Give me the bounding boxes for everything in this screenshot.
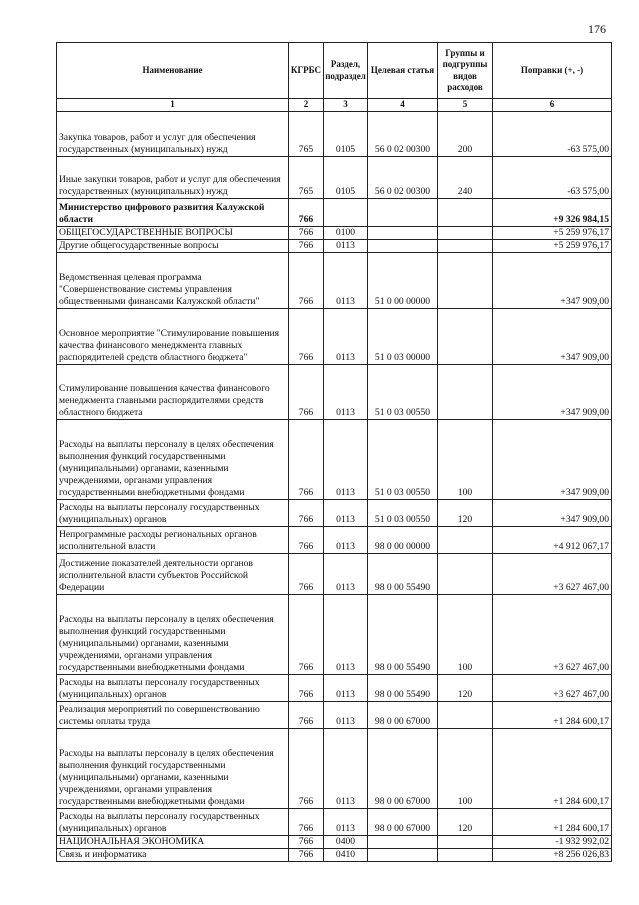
cell-target-article: 98 0 00 67000 xyxy=(368,729,438,809)
cell-target-article: 98 0 00 55490 xyxy=(368,554,438,595)
cell-amount: +5 259 976,17 xyxy=(493,227,612,240)
cell-name: Ведомственная целевая программа "Совершенствование системы управления общественными финансами Калужской области" xyxy=(57,253,289,309)
table-row xyxy=(57,309,612,365)
cell-expense-group: 120 xyxy=(438,675,493,702)
cell-name: Расходы на выплаты персоналу в целях обеспечения выполнения функций государственными (муниципальными) органами, казенными учреждениями, органами управления государственными внебюджетными фондами xyxy=(57,420,289,500)
table-row xyxy=(57,675,612,702)
cell-kgrbs: 766 xyxy=(289,809,324,836)
table-row xyxy=(57,527,612,554)
cell-kgrbs: 766 xyxy=(289,365,324,420)
column-number: 1 xyxy=(57,99,289,112)
column-number: 6 xyxy=(493,99,612,112)
cell-amount: +3 627 467,00 xyxy=(493,554,612,595)
header-name: Наименование xyxy=(57,43,289,99)
cell-name: Расходы на выплаты персоналу государственных (муниципальных) органов xyxy=(57,500,289,527)
cell-section: 0113 xyxy=(324,729,368,809)
table-row xyxy=(57,240,612,253)
cell-target-article xyxy=(368,199,438,227)
cell-target-article: 98 0 00 55490 xyxy=(368,675,438,702)
cell-kgrbs: 766 xyxy=(289,309,324,365)
cell-section: 0105 xyxy=(324,112,368,157)
cell-section: 0400 xyxy=(324,836,368,849)
cell-target-article: 51 0 03 00550 xyxy=(368,420,438,500)
header-expense-groups: Группы и подгруппы видов расходов xyxy=(438,43,493,99)
header-kgrbs: КГРБС xyxy=(289,43,324,99)
cell-amount: +1 284 600,17 xyxy=(493,809,612,836)
cell-name: Достижение показателей деятельности органов исполнительной власти субъектов Российской Федерации xyxy=(57,554,289,595)
cell-expense-group xyxy=(438,365,493,420)
cell-kgrbs: 766 xyxy=(289,675,324,702)
header-amendments: Поправки (+, -) xyxy=(493,43,612,99)
cell-kgrbs: 765 xyxy=(289,157,324,199)
cell-kgrbs: 765 xyxy=(289,112,324,157)
cell-expense-group: 120 xyxy=(438,809,493,836)
cell-name: НАЦИОНАЛЬНАЯ ЭКОНОМИКА xyxy=(57,836,289,849)
table-row xyxy=(57,702,612,729)
cell-target-article xyxy=(368,227,438,240)
table-row xyxy=(57,729,612,809)
cell-name: Расходы на выплаты персоналу в целях обеспечения выполнения функций государственными (муниципальными) органами, казенными учреждениями, органами управления государственными внебюджетными фондами xyxy=(57,729,289,809)
cell-name: Реализация мероприятий по совершенствованию системы оплаты труда xyxy=(57,702,289,729)
cell-name: Расходы на выплаты персоналу государственных (муниципальных) органов xyxy=(57,675,289,702)
cell-kgrbs: 766 xyxy=(289,849,324,862)
cell-section: 0113 xyxy=(324,500,368,527)
cell-expense-group xyxy=(438,836,493,849)
cell-expense-group: 100 xyxy=(438,595,493,675)
cell-amount: -63 575,00 xyxy=(493,157,612,199)
cell-expense-group: 100 xyxy=(438,729,493,809)
cell-kgrbs: 766 xyxy=(289,240,324,253)
cell-section: 0113 xyxy=(324,527,368,554)
table-row xyxy=(57,500,612,527)
cell-expense-group xyxy=(438,253,493,309)
cell-amount: +5 259 976,17 xyxy=(493,240,612,253)
cell-section: 0105 xyxy=(324,157,368,199)
cell-target-article: 56 0 02 00300 xyxy=(368,157,438,199)
cell-target-article: 56 0 02 00300 xyxy=(368,112,438,157)
table-row xyxy=(57,554,612,595)
cell-expense-group: 200 xyxy=(438,112,493,157)
cell-name: Стимулирование повышения качества финансового менеджмента главными распорядителями средств областного бюджета xyxy=(57,365,289,420)
column-number: 2 xyxy=(289,99,324,112)
cell-kgrbs: 766 xyxy=(289,729,324,809)
cell-kgrbs: 766 xyxy=(289,836,324,849)
cell-amount: +1 284 600,17 xyxy=(493,729,612,809)
cell-expense-group xyxy=(438,849,493,862)
cell-name: Основное мероприятие "Стимулирование повышения качества финансового менеджмента главных распорядителей средств областного бюджета" xyxy=(57,309,289,365)
table-row xyxy=(57,595,612,675)
cell-name: Непрограммные расходы региональных органов исполнительной власти xyxy=(57,527,289,554)
cell-target-article: 98 0 00 55490 xyxy=(368,595,438,675)
cell-target-article: 51 0 03 00550 xyxy=(368,365,438,420)
cell-expense-group: 120 xyxy=(438,500,493,527)
table-row xyxy=(57,157,612,199)
cell-section: 0113 xyxy=(324,253,368,309)
cell-section: 0113 xyxy=(324,365,368,420)
cell-amount: +347 909,00 xyxy=(493,253,612,309)
header-section: Раздел, подраздел xyxy=(324,43,368,99)
cell-section: 0113 xyxy=(324,809,368,836)
table-row xyxy=(57,112,612,157)
table-row xyxy=(57,836,612,849)
page-number: 176 xyxy=(588,22,606,36)
cell-kgrbs: 766 xyxy=(289,199,324,227)
cell-kgrbs: 766 xyxy=(289,420,324,500)
cell-expense-group: 240 xyxy=(438,157,493,199)
cell-expense-group xyxy=(438,199,493,227)
cell-amount: +3 627 467,00 xyxy=(493,595,612,675)
column-number: 3 xyxy=(324,99,368,112)
cell-target-article: 98 0 00 67000 xyxy=(368,702,438,729)
budget-table xyxy=(56,42,612,862)
cell-target-article: 98 0 00 00000 xyxy=(368,527,438,554)
cell-kgrbs: 766 xyxy=(289,527,324,554)
cell-kgrbs: 766 xyxy=(289,595,324,675)
cell-name: Расходы на выплаты персоналу государственных (муниципальных) органов xyxy=(57,809,289,836)
cell-expense-group xyxy=(438,527,493,554)
table-row xyxy=(57,420,612,500)
column-number-row xyxy=(57,99,612,112)
cell-section: 0113 xyxy=(324,309,368,365)
cell-section: 0100 xyxy=(324,227,368,240)
cell-section: 0113 xyxy=(324,420,368,500)
cell-section: 0113 xyxy=(324,554,368,595)
cell-amount: +4 912 067,17 xyxy=(493,527,612,554)
cell-section: 0410 xyxy=(324,849,368,862)
table-row xyxy=(57,809,612,836)
cell-kgrbs: 766 xyxy=(289,554,324,595)
cell-target-article xyxy=(368,849,438,862)
cell-name: Связь и информатика xyxy=(57,849,289,862)
cell-kgrbs: 766 xyxy=(289,702,324,729)
table-row xyxy=(57,253,612,309)
cell-name: Иные закупки товаров, работ и услуг для обеспечения государственных (муниципальных) нужд xyxy=(57,157,289,199)
cell-section: 0113 xyxy=(324,240,368,253)
table-row xyxy=(57,227,612,240)
table-row xyxy=(57,199,612,227)
table-row xyxy=(57,365,612,420)
cell-expense-group xyxy=(438,227,493,240)
cell-name: ОБЩЕГОСУДАРСТВЕННЫЕ ВОПРОСЫ xyxy=(57,227,289,240)
cell-expense-group xyxy=(438,309,493,365)
cell-name: Другие общегосударственные вопросы xyxy=(57,240,289,253)
cell-kgrbs: 766 xyxy=(289,253,324,309)
cell-section: 0113 xyxy=(324,675,368,702)
cell-amount: +1 284 600,17 xyxy=(493,702,612,729)
column-number: 5 xyxy=(438,99,493,112)
cell-name: Министерство цифрового развития Калужской области xyxy=(57,199,289,227)
cell-amount: +347 909,00 xyxy=(493,309,612,365)
cell-amount: +347 909,00 xyxy=(493,500,612,527)
cell-amount: +3 627 467,00 xyxy=(493,675,612,702)
cell-expense-group: 100 xyxy=(438,420,493,500)
cell-name: Закупка товаров, работ и услуг для обеспечения государственных (муниципальных) нужд xyxy=(57,112,289,157)
table-row xyxy=(57,849,612,862)
cell-section: 0113 xyxy=(324,595,368,675)
cell-target-article xyxy=(368,240,438,253)
cell-target-article xyxy=(368,836,438,849)
cell-expense-group xyxy=(438,702,493,729)
cell-target-article: 51 0 00 00000 xyxy=(368,253,438,309)
cell-amount: -1 932 992,02 xyxy=(493,836,612,849)
cell-amount: +8 256 026,83 xyxy=(493,849,612,862)
cell-amount: +347 909,00 xyxy=(493,420,612,500)
column-number: 4 xyxy=(368,99,438,112)
header-row xyxy=(57,43,612,99)
header-target-article: Целевая статья xyxy=(368,43,438,99)
cell-amount: +347 909,00 xyxy=(493,365,612,420)
cell-amount: +9 326 984,15 xyxy=(493,199,612,227)
cell-target-article: 98 0 00 67000 xyxy=(368,809,438,836)
cell-target-article: 51 0 03 00550 xyxy=(368,500,438,527)
cell-section: 0113 xyxy=(324,702,368,729)
cell-name: Расходы на выплаты персоналу в целях обеспечения выполнения функций государственными (муниципальными) органами, казенными учреждениями, органами управления государственными внебюджетными фондами xyxy=(57,595,289,675)
cell-kgrbs: 766 xyxy=(289,500,324,527)
cell-amount: -63 575,00 xyxy=(493,112,612,157)
cell-expense-group xyxy=(438,240,493,253)
cell-kgrbs: 766 xyxy=(289,227,324,240)
cell-section xyxy=(324,199,368,227)
cell-target-article: 51 0 03 00000 xyxy=(368,309,438,365)
cell-expense-group xyxy=(438,554,493,595)
